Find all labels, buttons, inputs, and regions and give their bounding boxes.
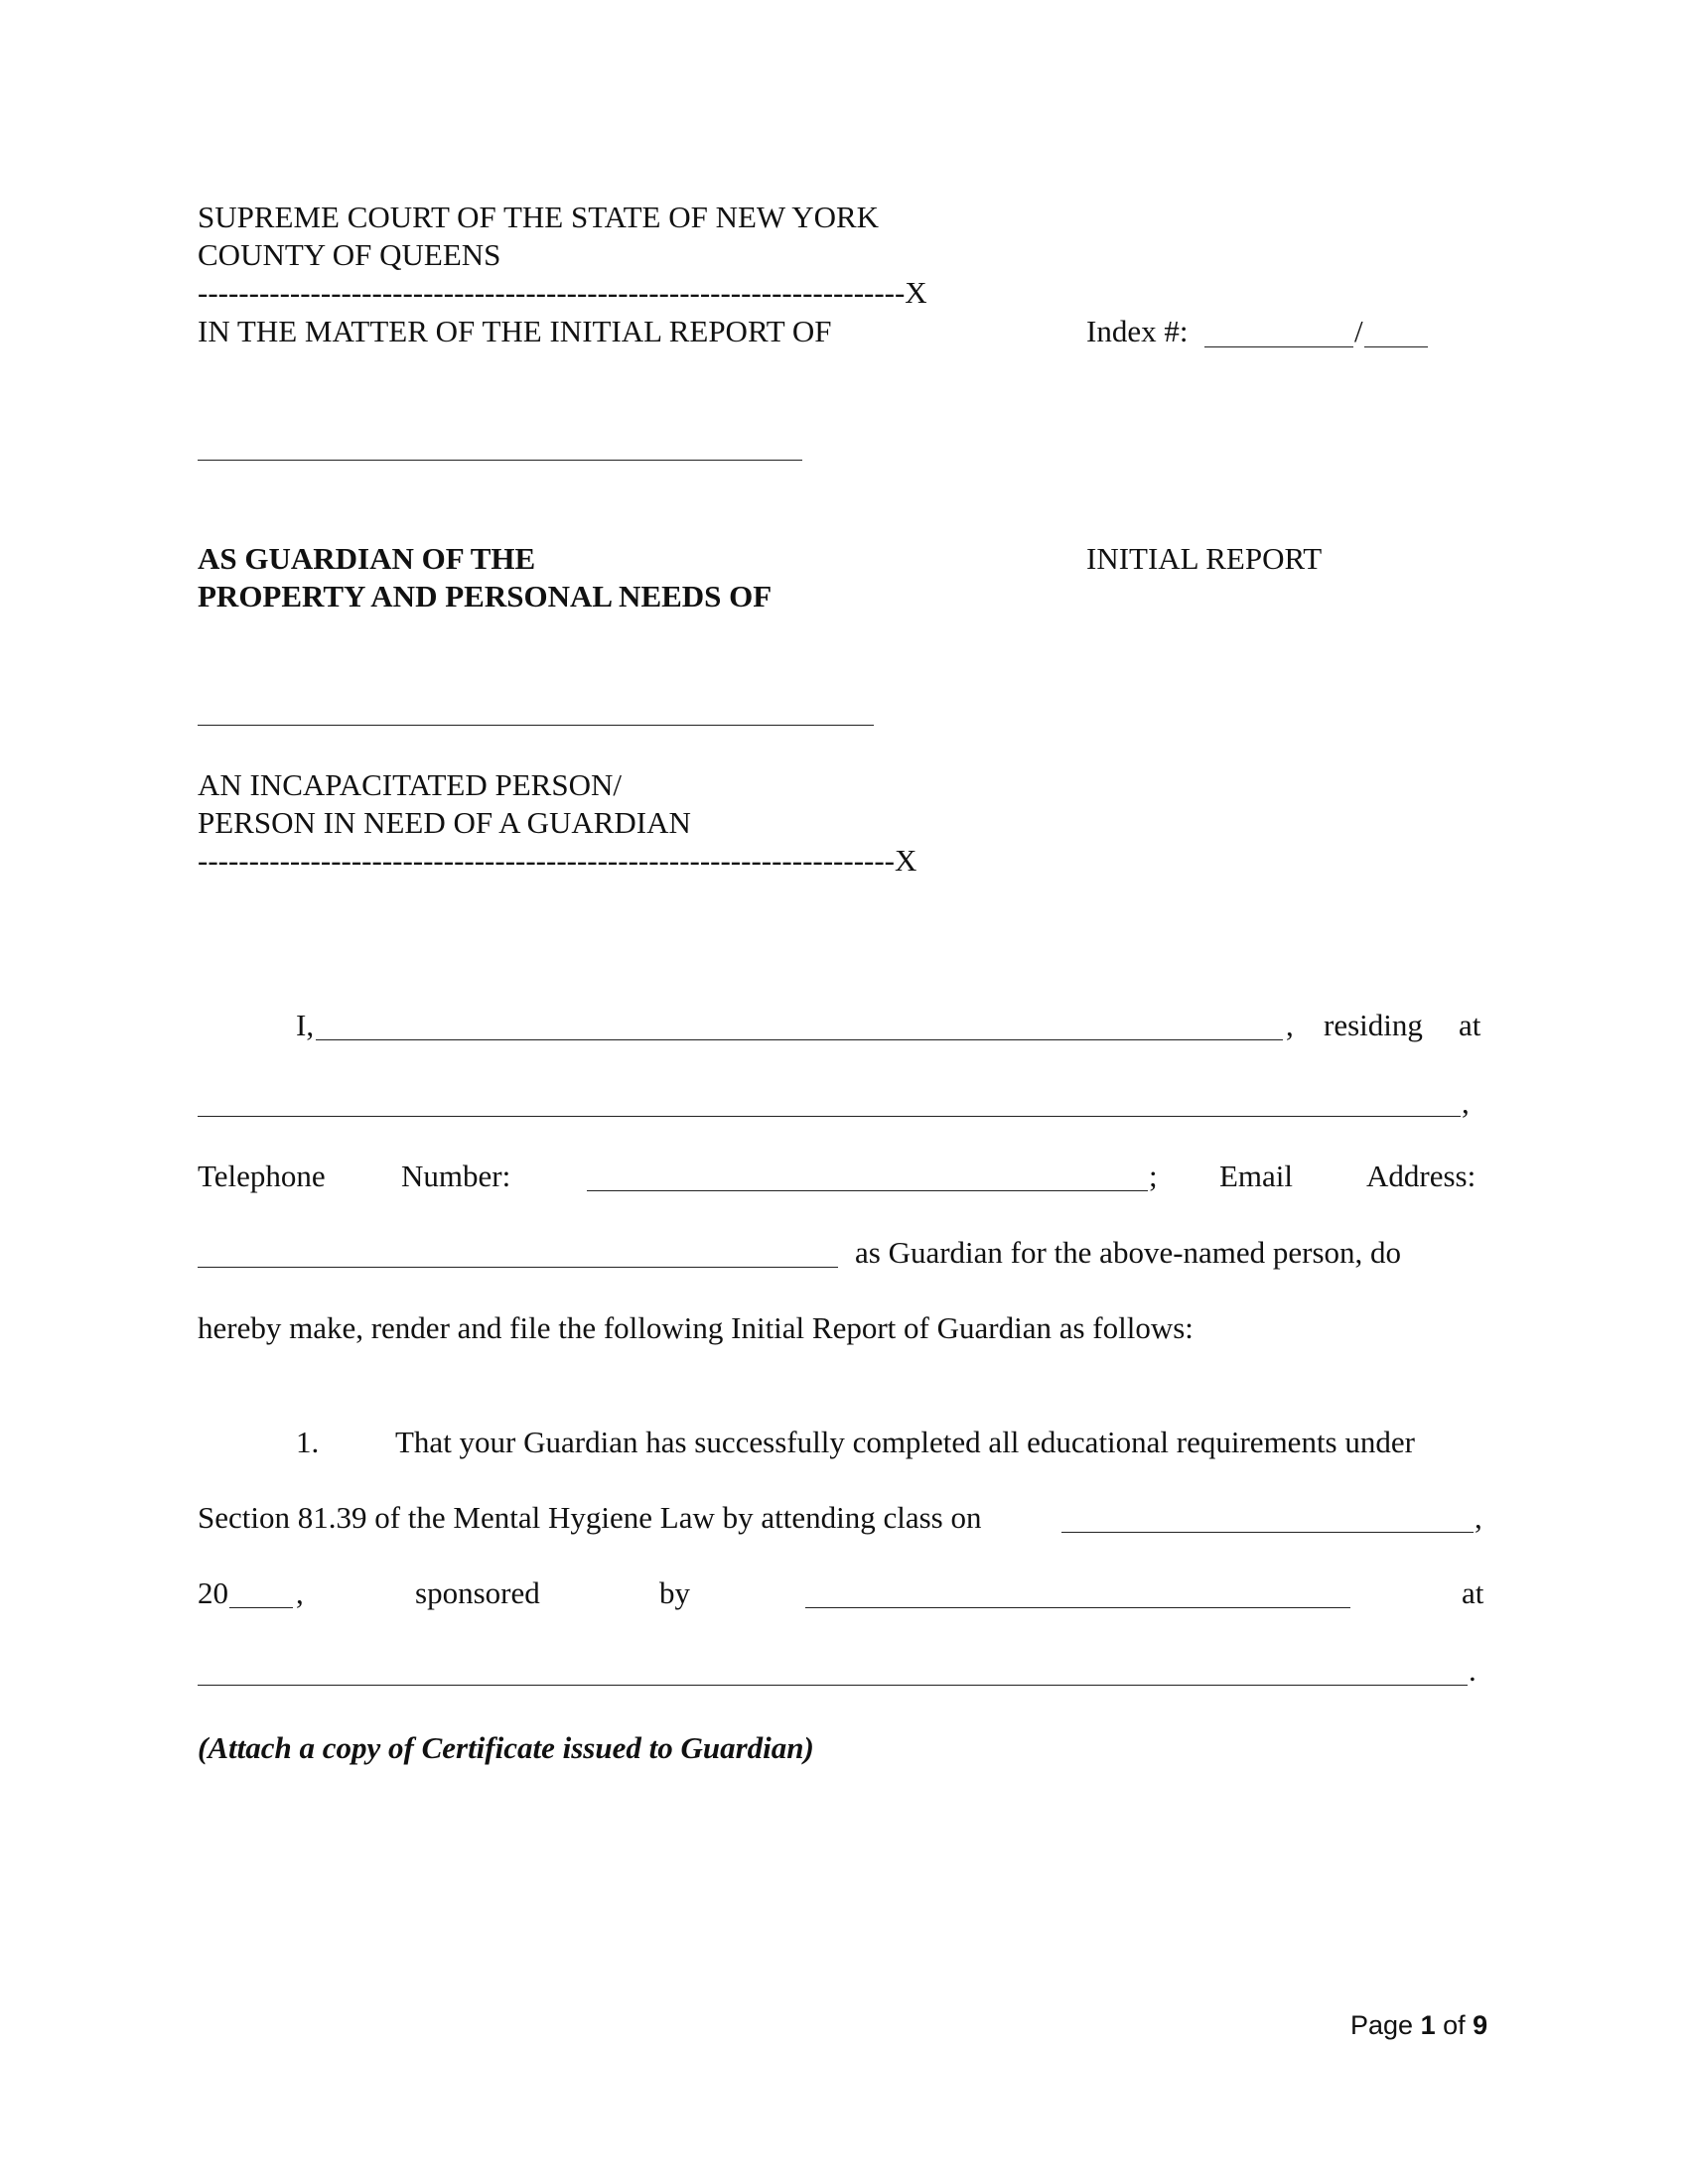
class-date-field[interactable]	[1061, 1532, 1474, 1533]
guardian-full-name-field[interactable]	[316, 1039, 1283, 1040]
index-slash: /	[1354, 314, 1363, 348]
caption-divider-top: ---------------------------------------------------------------------X	[198, 275, 927, 310]
email-label: Email	[1219, 1159, 1294, 1193]
index-number-field[interactable]	[1204, 346, 1353, 347]
guardian-heading-line2: PROPERTY AND PERSONAL NEEDS OF	[198, 579, 773, 614]
index-year-field[interactable]	[1364, 346, 1428, 347]
telephone-number-field[interactable]	[587, 1190, 1148, 1191]
item-1-line2: Section 81.39 of the Mental Hygiene Law by attending class on	[198, 1500, 982, 1535]
email-address-field[interactable]	[198, 1267, 838, 1268]
guardian-heading-line1: AS GUARDIAN OF THE	[198, 541, 536, 576]
residing-at-word: at	[1459, 1008, 1481, 1042]
item-1-line1: That your Guardian has successfully completed all educational requirements under	[395, 1425, 1415, 1459]
address-comma: ,	[1462, 1085, 1470, 1120]
item-1-number: 1.	[296, 1425, 320, 1459]
class-location-field[interactable]	[198, 1685, 1468, 1686]
page-current: 1	[1420, 2010, 1436, 2040]
of-label: of	[1443, 2010, 1466, 2040]
residing-comma: ,	[1286, 1008, 1294, 1042]
telephone-semicolon: ;	[1149, 1159, 1158, 1193]
sponsor-at-word: at	[1462, 1575, 1484, 1610]
caption-divider-bottom: --------------------------------------------------------------------X	[198, 843, 917, 878]
hereby-text: hereby make, render and file the following Initial Report of Guardian as follows:	[198, 1310, 1194, 1345]
county-name: COUNTY OF QUEENS	[198, 237, 501, 272]
sponsor-field[interactable]	[805, 1607, 1350, 1608]
class-year-field[interactable]	[229, 1607, 293, 1608]
index-label: Index #:	[1086, 314, 1189, 348]
address-label: Address:	[1366, 1159, 1477, 1193]
year-comma: ,	[296, 1575, 304, 1610]
by-word: by	[659, 1575, 690, 1610]
sponsored-word: sponsored	[415, 1575, 540, 1610]
page-label: Page	[1350, 2010, 1414, 2040]
matter-heading: IN THE MATTER OF THE INITIAL REPORT OF	[198, 314, 832, 348]
guardian-address-field[interactable]	[198, 1116, 1461, 1117]
number-label: Number:	[401, 1159, 511, 1193]
incapacitated-person-name-field[interactable]	[198, 725, 874, 726]
page-number-footer	[1350, 2009, 1487, 2041]
residing-word: residing	[1324, 1008, 1423, 1042]
year-prefix: 20	[198, 1575, 228, 1610]
document-type: INITIAL REPORT	[1086, 541, 1323, 576]
page-total: 9	[1473, 2010, 1488, 2040]
location-period: .	[1469, 1653, 1477, 1688]
person-status-line2: PERSON IN NEED OF A GUARDIAN	[198, 805, 691, 840]
attach-certificate-note: (Attach a copy of Certificate issued to Guardian)	[198, 1730, 814, 1765]
i-label: I,	[296, 1008, 315, 1042]
telephone-label: Telephone	[198, 1159, 326, 1193]
court-name: SUPREME COURT OF THE STATE OF NEW YORK	[198, 200, 880, 234]
guardian-name-field[interactable]	[198, 460, 802, 461]
class-date-comma: ,	[1475, 1500, 1482, 1535]
person-status-line1: AN INCAPACITATED PERSON/	[198, 767, 622, 802]
as-guardian-text: as Guardian for the above-named person, do	[855, 1235, 1402, 1270]
